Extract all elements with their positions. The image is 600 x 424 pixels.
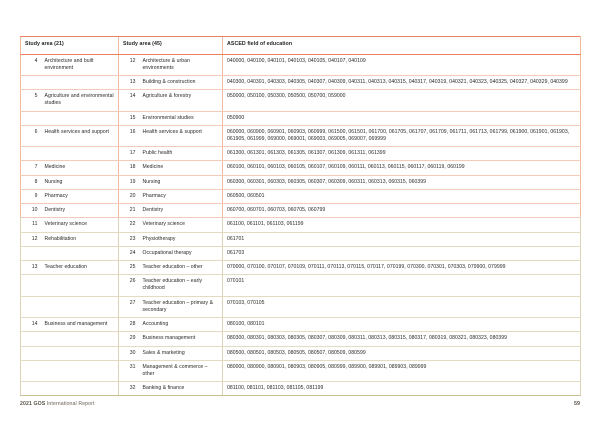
- cell-asced-codes: 050000, 050100, 050300, 050500, 050700, 059000: [223, 90, 581, 111]
- cell-study-area-45-label: Banking & finance: [139, 382, 223, 396]
- cell-study-area-45-label: Management & commerce – other: [139, 360, 223, 381]
- table-row: [21, 332, 581, 346]
- cell-study-area-45-label: Agriculture & forestry: [139, 90, 223, 111]
- table-row: [21, 382, 581, 396]
- cell-asced-codes: 070000, 070100, 070107, 070109, 070111, 070113, 070115, 070117, 070199, 070300, 070301, 070303, 079900, 079999: [223, 261, 581, 275]
- table-row: [21, 147, 581, 161]
- table-row: [21, 218, 581, 232]
- cell-study-area-45-number: 15: [119, 111, 139, 125]
- cell-study-area-21-label: Teacher education: [41, 261, 119, 275]
- cell-study-area-21-number: 7: [21, 161, 41, 175]
- cell-study-area-21-number: 4: [21, 54, 41, 75]
- table-row: [21, 204, 581, 218]
- cell-study-area-45-label: Environmental studies: [139, 111, 223, 125]
- cell-study-area-21-label: Agriculture and environmental studies: [41, 90, 119, 111]
- table-header-row: [21, 37, 581, 55]
- cell-study-area-45-number: 14: [119, 90, 139, 111]
- table-body: [21, 54, 581, 396]
- cell-study-area-45-number: 21: [119, 204, 139, 218]
- table-row: [21, 360, 581, 381]
- cell-study-area-45-number: 24: [119, 246, 139, 260]
- cell-study-area-45-label: Business management: [139, 332, 223, 346]
- table-row: [21, 318, 581, 332]
- table-row: [21, 346, 581, 360]
- cell-study-area-45-number: 31: [119, 360, 139, 381]
- cell-asced-codes: 040300, 040301, 040303, 040305, 040307, 040309, 040311, 040313, 040315, 040317, 040319, 040321, 040323, 040325, 040327, 040329, 040399: [223, 75, 581, 89]
- cell-study-area-45-number: 23: [119, 232, 139, 246]
- page-footer: [20, 401, 580, 407]
- cell-study-area-21-number: [21, 147, 41, 161]
- cell-study-area-45-number: 22: [119, 218, 139, 232]
- cell-study-area-21-number: [21, 296, 41, 317]
- cell-study-area-21-label: [41, 246, 119, 260]
- cell-study-area-21-number: 9: [21, 189, 41, 203]
- table-row: [21, 125, 581, 146]
- cell-study-area-21-number: 14: [21, 318, 41, 332]
- cell-study-area-21-label: Rehabilitation: [41, 232, 119, 246]
- cell-study-area-21-label: Medicine: [41, 161, 119, 175]
- cell-study-area-21-label: Architecture and built environment: [41, 54, 119, 75]
- cell-study-area-21-label: Business and management: [41, 318, 119, 332]
- cell-study-area-21-number: 5: [21, 90, 41, 111]
- page-number: 59: [574, 401, 580, 407]
- cell-asced-codes: 050900: [223, 111, 581, 125]
- table-row: [21, 296, 581, 317]
- cell-asced-codes: 061100, 061101, 061103, 061199: [223, 218, 581, 232]
- cell-study-area-45-label: Building & construction: [139, 75, 223, 89]
- cell-study-area-45-number: 32: [119, 382, 139, 396]
- table-row: [21, 261, 581, 275]
- table-row: [21, 246, 581, 260]
- cell-study-area-21-label: Pharmacy: [41, 189, 119, 203]
- table-header: [21, 37, 581, 55]
- column-header-study-area-45: Study area (45): [119, 37, 223, 55]
- cell-study-area-21-label: [41, 111, 119, 125]
- cell-study-area-21-label: [41, 382, 119, 396]
- cell-study-area-45-number: 25: [119, 261, 139, 275]
- cell-study-area-21-number: 13: [21, 261, 41, 275]
- cell-study-area-45-number: 27: [119, 296, 139, 317]
- cell-study-area-45-number: 26: [119, 275, 139, 296]
- footer-report-title: [20, 401, 95, 407]
- table-row: [21, 111, 581, 125]
- cell-asced-codes: 060100, 060101, 060103, 060105, 060107, 060109, 060111, 060113, 060115, 060117, 060119, 060199: [223, 161, 581, 175]
- table-row: [21, 232, 581, 246]
- table-row: [21, 189, 581, 203]
- cell-study-area-45-number: 28: [119, 318, 139, 332]
- cell-study-area-21-number: [21, 75, 41, 89]
- cell-study-area-21-number: [21, 246, 41, 260]
- cell-study-area-21-number: 8: [21, 175, 41, 189]
- cell-asced-codes: 080300, 080301, 080303, 080305, 080307, 080309, 080311, 080313, 080315, 080317, 080319, 080321, 080323, 080399: [223, 332, 581, 346]
- cell-study-area-21-number: [21, 275, 41, 296]
- cell-study-area-45-number: 18: [119, 161, 139, 175]
- column-header-study-area-21: Study area (21): [21, 37, 119, 55]
- footer-report-name: International Report: [46, 401, 95, 407]
- column-header-asced-field: ASCED field of education: [223, 37, 581, 55]
- asced-mapping-table: [20, 36, 581, 396]
- cell-study-area-21-label: [41, 332, 119, 346]
- cell-asced-codes: 070103, 070105: [223, 296, 581, 317]
- cell-study-area-21-label: [41, 296, 119, 317]
- cell-study-area-45-label: Nursing: [139, 175, 223, 189]
- cell-asced-codes: 060000, 060900, 060901, 060903, 060999, 061500, 061501, 061700, 061705, 061707, 061709, 061711, 061713, 061799, 061900, 061901, 061903, 061905, 061999, 069000, 069001, 069003, 069005, 069007, 069999: [223, 125, 581, 146]
- cell-asced-codes: 060700, 060701, 060703, 060705, 060799: [223, 204, 581, 218]
- cell-study-area-45-label: Dentistry: [139, 204, 223, 218]
- cell-study-area-21-label: [41, 275, 119, 296]
- cell-study-area-45-label: Teacher education – other: [139, 261, 223, 275]
- cell-asced-codes: 061300, 061301, 061303, 061305, 061307, 061309, 061311, 061399: [223, 147, 581, 161]
- table-row: [21, 54, 581, 75]
- cell-asced-codes: 060300, 060301, 060303, 060305, 060307, 060309, 060311, 060313, 060315, 060399: [223, 175, 581, 189]
- cell-study-area-21-label: [41, 75, 119, 89]
- cell-study-area-21-number: 11: [21, 218, 41, 232]
- cell-study-area-21-label: [41, 147, 119, 161]
- cell-asced-codes: 040000, 040100, 040101, 040103, 040105, 040107, 040109: [223, 54, 581, 75]
- cell-asced-codes: 081100, 081101, 081103, 081105, 081199: [223, 382, 581, 396]
- cell-study-area-45-number: 29: [119, 332, 139, 346]
- cell-study-area-45-label: Accounting: [139, 318, 223, 332]
- cell-study-area-45-label: Physiotherapy: [139, 232, 223, 246]
- cell-study-area-45-number: 13: [119, 75, 139, 89]
- cell-study-area-45-number: 12: [119, 54, 139, 75]
- cell-study-area-45-label: Teacher education – primary & secondary: [139, 296, 223, 317]
- cell-study-area-21-number: 12: [21, 232, 41, 246]
- cell-study-area-45-label: Veterinary science: [139, 218, 223, 232]
- cell-study-area-45-label: Medicine: [139, 161, 223, 175]
- cell-study-area-21-number: [21, 332, 41, 346]
- cell-study-area-45-label: Pharmacy: [139, 189, 223, 203]
- cell-study-area-45-label: Sales & marketing: [139, 346, 223, 360]
- cell-study-area-21-number: [21, 346, 41, 360]
- cell-asced-codes: 070101: [223, 275, 581, 296]
- cell-study-area-21-label: [41, 360, 119, 381]
- cell-asced-codes: 061701: [223, 232, 581, 246]
- cell-study-area-45-label: Health services & support: [139, 125, 223, 146]
- cell-study-area-45-number: 16: [119, 125, 139, 146]
- cell-asced-codes: 060500, 060501: [223, 189, 581, 203]
- table-row: [21, 75, 581, 89]
- footer-report-year-label: 2021 GOS: [20, 401, 46, 407]
- cell-study-area-21-number: 10: [21, 204, 41, 218]
- cell-study-area-45-number: 30: [119, 346, 139, 360]
- cell-study-area-21-label: Nursing: [41, 175, 119, 189]
- cell-study-area-21-number: [21, 360, 41, 381]
- cell-asced-codes: 080500, 080501, 080503, 080505, 080507, 080509, 080599: [223, 346, 581, 360]
- table-row: [21, 275, 581, 296]
- cell-study-area-21-label: [41, 346, 119, 360]
- cell-study-area-45-label: Occupational therapy: [139, 246, 223, 260]
- cell-study-area-21-label: Veterinary science: [41, 218, 119, 232]
- cell-study-area-45-label: Architecture & urban environments: [139, 54, 223, 75]
- cell-asced-codes: 080100, 080101: [223, 318, 581, 332]
- cell-study-area-45-number: 17: [119, 147, 139, 161]
- cell-study-area-45-number: 20: [119, 189, 139, 203]
- cell-study-area-21-number: 6: [21, 125, 41, 146]
- cell-study-area-21-label: Dentistry: [41, 204, 119, 218]
- table-row: [21, 175, 581, 189]
- table-row: [21, 90, 581, 111]
- cell-asced-codes: 080000, 080900, 080901, 080903, 080905, 080999, 089900, 089901, 089903, 089999: [223, 360, 581, 381]
- cell-study-area-45-label: Teacher education – early childhood: [139, 275, 223, 296]
- cell-study-area-45-label: Public health: [139, 147, 223, 161]
- cell-asced-codes: 061703: [223, 246, 581, 260]
- cell-study-area-21-number: [21, 111, 41, 125]
- cell-study-area-45-number: 19: [119, 175, 139, 189]
- table-row: [21, 161, 581, 175]
- cell-study-area-21-label: Health services and support: [41, 125, 119, 146]
- cell-study-area-21-number: [21, 382, 41, 396]
